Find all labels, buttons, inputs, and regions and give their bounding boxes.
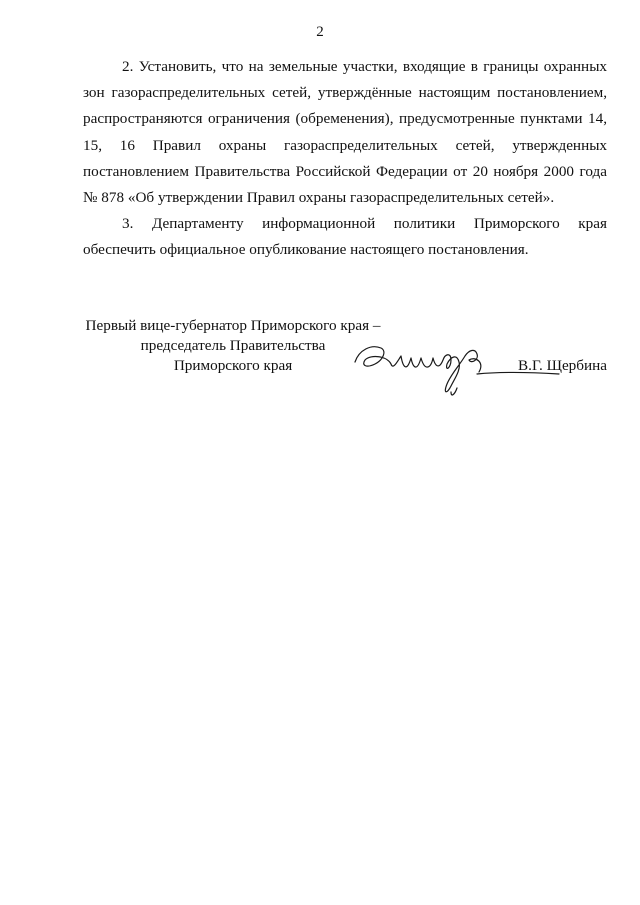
paragraph-2: 2. Установить, что на земельные участки, входящие в границы охранных зон газораспределительных сетей, утверждённые настоящим постановлением, распространяются ограничения (обременения), предусмотренные пунктами 14, 15, 16 Правил охраны газораспределительных сетей, утвержденных постановлением Правительства Российской Федерации от 20 ноября 2000 года № 878 «Об утверждении Правил охраны газораспределительных сетей». xyxy=(83,58,607,207)
document-body xyxy=(83,54,607,264)
signer-name: В.Г. Щербина xyxy=(518,357,607,374)
signatory-title-line-2: председатель Правительства xyxy=(140,337,326,354)
signatory-title xyxy=(83,316,383,376)
paragraph-3: 3. Департаменту информационной политики Приморского края обеспечить официальное опубликование настоящего постановления. xyxy=(83,215,607,259)
signature-block xyxy=(83,316,607,396)
signatory-title-line-1: Первый вице-губернатор Приморского края – xyxy=(85,317,381,334)
signatory-title-line-3: Приморского края xyxy=(173,357,293,374)
page-number: 2 xyxy=(316,24,324,40)
